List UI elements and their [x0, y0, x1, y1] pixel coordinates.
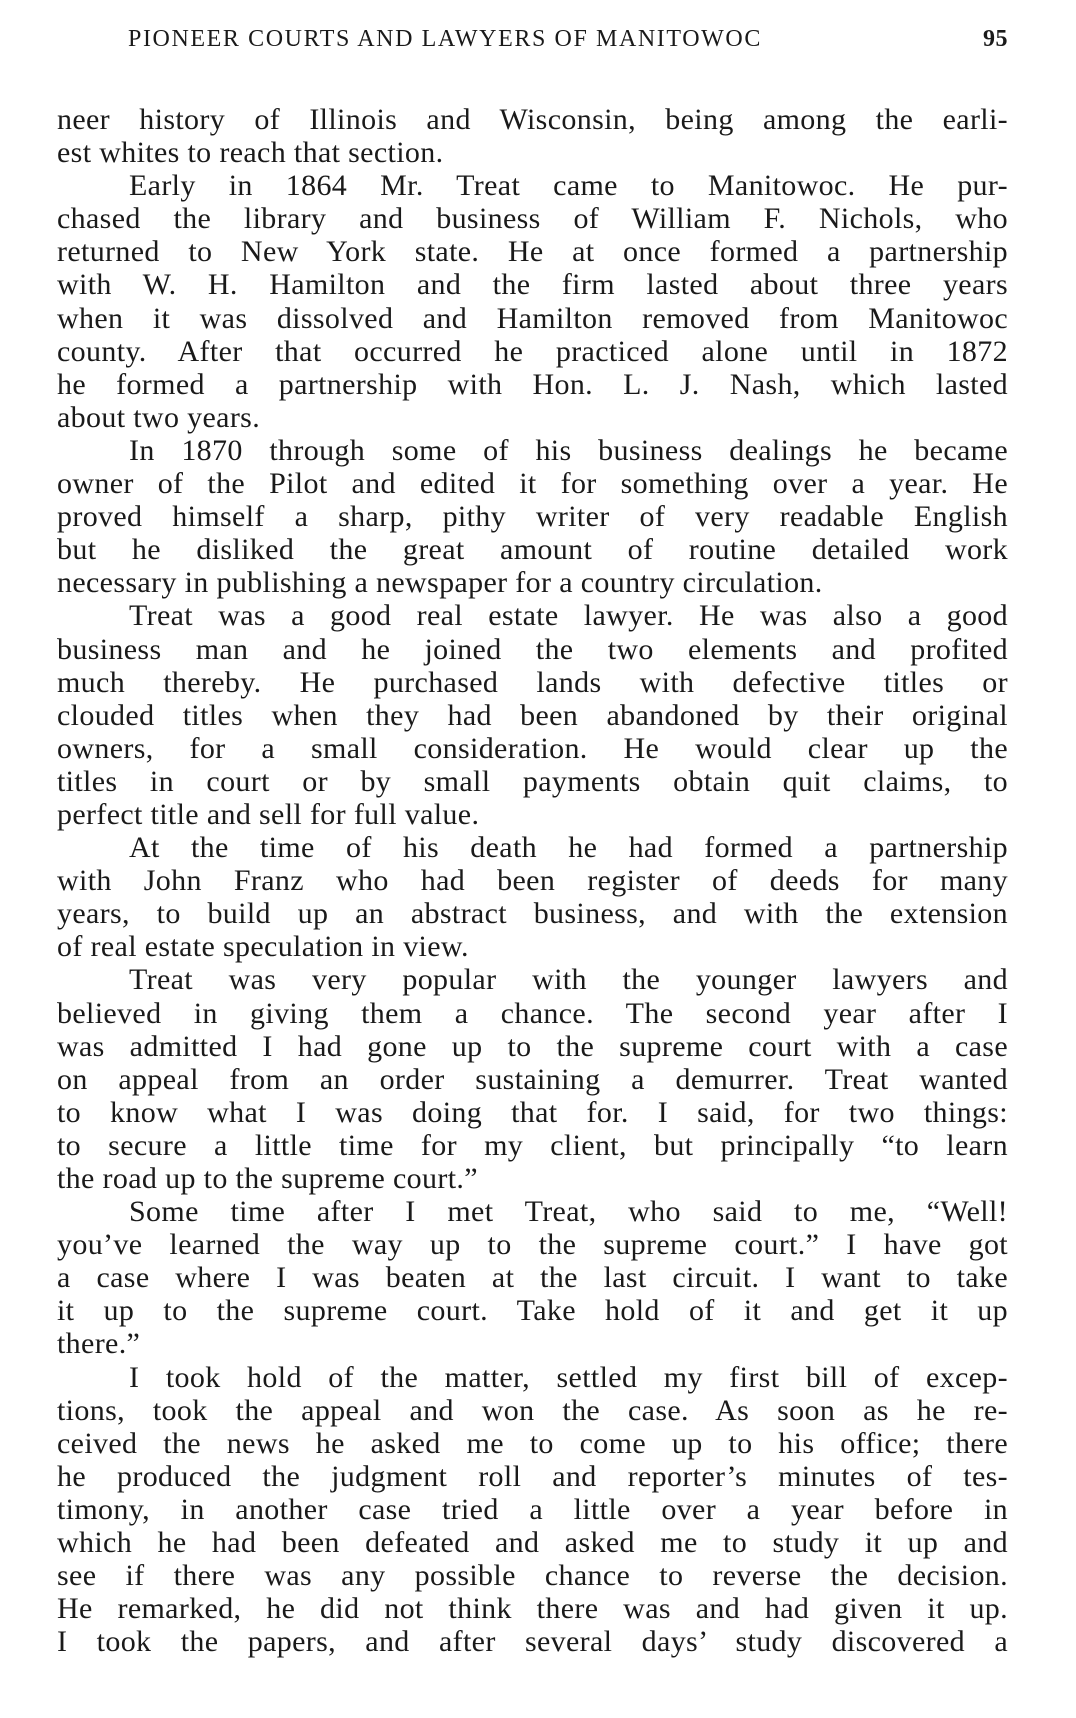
text-line: was admitted I had gone up to the supreme court with a case — [57, 1029, 1008, 1063]
text-line: Early in 1864 Mr. Treat came to Manitowoc. He pur- — [129, 169, 1008, 203]
text-line: owners, for a small consideration. He would clear up the — [57, 731, 1008, 765]
text-line: clouded titles when they had been abandoned by their original — [57, 698, 1008, 732]
text-line: he produced the judgment roll and reporter’s minutes of tes- — [57, 1459, 1008, 1493]
text-line: of real estate speculation in view. — [57, 930, 469, 964]
paragraph — [57, 1361, 1008, 1659]
text-line: In 1870 through some of his business dealings he became — [129, 433, 1008, 467]
text-line: with John Franz who had been register of deeds for many — [57, 864, 1008, 898]
text-line: owner of the Pilot and edited it for something over a year. He — [57, 467, 1008, 501]
paragraph — [57, 103, 1008, 169]
text-line: returned to New York state. He at once formed a partnership — [57, 235, 1008, 269]
text-line: on appeal from an order sustaining a demurrer. Treat wanted — [57, 1062, 1008, 1096]
text-line: Treat was very popular with the younger lawyers and — [129, 963, 1008, 997]
text-line: tions, took the appeal and won the case. As soon as he re- — [57, 1393, 1008, 1427]
text-line: about two years. — [57, 400, 261, 434]
paragraph — [57, 434, 1008, 599]
text-line: with W. H. Hamilton and the firm lasted about three years — [57, 268, 1008, 302]
text-line: proved himself a sharp, pithy writer of very readable English — [57, 500, 1008, 534]
text-line: much thereby. He purchased lands with defective titles or — [57, 665, 1008, 699]
text-line: I took the papers, and after several days’ study discovered a — [57, 1625, 1008, 1659]
text-line: I took hold of the matter, settled my first bill of excep- — [129, 1360, 1008, 1394]
running-head — [128, 22, 1008, 56]
text-line: which he had been defeated and asked me to study it up and — [57, 1526, 1008, 1560]
running-title: PIONEER COURTS AND LAWYERS OF MANITOWOC — [128, 26, 762, 52]
text-line: there.” — [57, 1327, 141, 1361]
text-line: At the time of his death he had formed a partnership — [129, 831, 1008, 865]
text-line: He remarked, he did not think there was and had given it up. — [57, 1592, 1008, 1626]
page-number: 95 — [983, 26, 1008, 52]
text-line: est whites to reach that section. — [57, 136, 444, 170]
body-text — [57, 103, 1008, 1658]
text-line: you’ve learned the way up to the supreme court.” I have got — [57, 1228, 1008, 1262]
paragraph — [57, 169, 1008, 434]
text-line: Some time after I met Treat, who said to me, “Well! — [129, 1195, 1008, 1229]
text-line: to secure a little time for my client, but principally “to learn — [57, 1128, 1008, 1162]
text-line: titles in court or by small payments obtain quit claims, to — [57, 764, 1008, 798]
text-line: timony, in another case tried a little over a year before in — [57, 1492, 1008, 1526]
text-line: chased the library and business of William F. Nichols, who — [57, 202, 1008, 236]
text-line: county. After that occurred he practiced alone until in 1872 — [57, 334, 1008, 368]
text-line: necessary in publishing a newspaper for a country circulation. — [57, 566, 823, 600]
text-line: Treat was a good real estate lawyer. He was also a good — [129, 599, 1008, 633]
paragraph — [57, 1195, 1008, 1360]
text-line: believed in giving them a chance. The second year after I — [57, 996, 1008, 1030]
paragraph — [57, 831, 1008, 963]
text-line: when it was dissolved and Hamilton removed from Manitowoc — [57, 301, 1008, 335]
paragraph — [57, 599, 1008, 831]
text-line: ceived the news he asked me to come up to his office; there — [57, 1426, 1008, 1460]
text-line: it up to the supreme court. Take hold of it and get it up — [57, 1294, 1008, 1328]
text-line: a case where I was beaten at the last circuit. I want to take — [57, 1261, 1008, 1295]
text-line: years, to build up an abstract business, and with the extension — [57, 897, 1008, 931]
text-line: to know what I was doing that for. I said, for two things: — [57, 1095, 1008, 1129]
text-line: the road up to the supreme court.” — [57, 1162, 478, 1195]
text-line: perfect title and sell for full value. — [57, 797, 480, 831]
text-line: he formed a partnership with Hon. L. J. Nash, which lasted — [57, 367, 1008, 401]
text-line: see if there was any possible chance to reverse the decision. — [57, 1559, 1008, 1593]
text-line: business man and he joined the two elements and profited — [57, 632, 1008, 666]
paragraph — [57, 963, 1008, 1195]
text-line: but he disliked the great amount of routine detailed work — [57, 533, 1008, 567]
text-line: neer history of Illinois and Wisconsin, being among the earli- — [57, 103, 1008, 136]
